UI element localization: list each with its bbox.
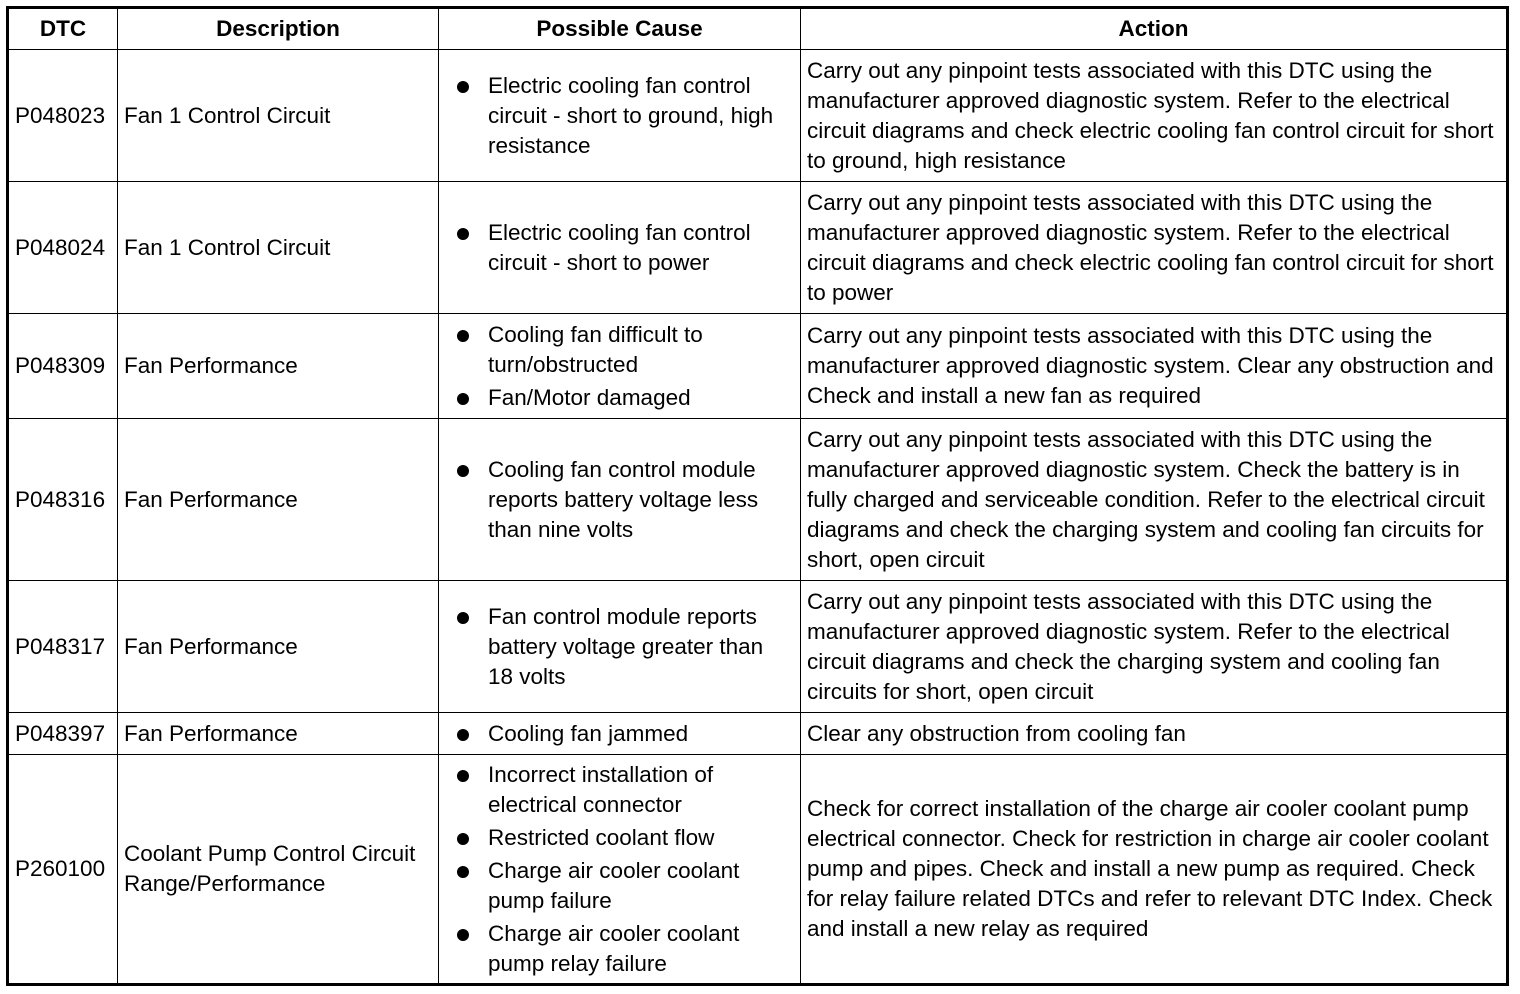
cause-list [439, 71, 794, 161]
dtc-action: Carry out any pinpoint tests associated with this DTC using the manufacturer approved diagnostic system. Check the battery is in fully charged and serviceable condition. Refer to the electrical circuit diagrams and check the charging system and cooling fan circuits for short, open circuit [801, 419, 1508, 581]
bullet-icon [457, 866, 469, 878]
bullet-icon [457, 81, 469, 93]
cause-text: Fan/Motor damaged [488, 384, 691, 410]
cause-list [439, 760, 794, 979]
cause-list [439, 218, 794, 278]
table-row [8, 755, 1508, 985]
possible-cause-cell [439, 419, 801, 581]
cause-list [439, 320, 794, 413]
header-dtc: DTC [8, 8, 118, 50]
cause-text: Charge air cooler coolant pump failure [488, 857, 740, 913]
cause-item [439, 455, 794, 545]
dtc-code: P048316 [8, 419, 118, 581]
cause-text: Charge air cooler coolant pump relay failure [488, 920, 740, 976]
table-row [8, 314, 1508, 419]
dtc-description: Fan 1 Control Circuit [118, 182, 439, 314]
dtc-code: P048309 [8, 314, 118, 419]
dtc-action: Carry out any pinpoint tests associated with this DTC using the manufacturer approved diagnostic system. Refer to the electrical circuit diagrams and check electric cooling fan control circuit for short to power [801, 182, 1508, 314]
possible-cause-cell [439, 50, 801, 182]
possible-cause-cell [439, 581, 801, 713]
cause-item [439, 218, 794, 278]
dtc-code: P260100 [8, 755, 118, 985]
possible-cause-cell [439, 755, 801, 985]
dtc-description: Fan Performance [118, 581, 439, 713]
cause-item [439, 823, 794, 853]
cause-text: Cooling fan difficult to turn/obstructed [488, 321, 703, 377]
table-row [8, 713, 1508, 755]
header-possible-cause: Possible Cause [439, 8, 801, 50]
dtc-table [6, 6, 1509, 986]
dtc-code: P048023 [8, 50, 118, 182]
bullet-icon [457, 833, 469, 845]
dtc-action: Check for correct installation of the charge air cooler coolant pump electrical connector. Check for restriction in charge air cooler coolant pump and pipes. Check and install a new pump as required. Check for relay failure related DTCs and refer to relevant DTC Index. Check and install a new relay as required [801, 755, 1508, 985]
bullet-icon [457, 929, 469, 941]
bullet-icon [457, 330, 469, 342]
cause-text: Fan control module reports battery voltage greater than 18 volts [488, 603, 764, 689]
bullet-icon [457, 612, 469, 624]
possible-cause-cell [439, 314, 801, 419]
cause-text: Electric cooling fan control circuit - short to power [488, 219, 751, 275]
table-row [8, 50, 1508, 182]
table-row [8, 182, 1508, 314]
dtc-action: Carry out any pinpoint tests associated with this DTC using the manufacturer approved diagnostic system. Refer to the electrical circuit diagrams and check the charging system and cooling fan circuits for short, open circuit [801, 581, 1508, 713]
bullet-icon [457, 729, 469, 741]
dtc-action: Carry out any pinpoint tests associated with this DTC using the manufacturer approved diagnostic system. Refer to the electrical circuit diagrams and check electric cooling fan control circuit for short to ground, high resistance [801, 50, 1508, 182]
cause-item [439, 856, 794, 916]
cause-text: Cooling fan jammed [488, 720, 689, 746]
table-row [8, 419, 1508, 581]
cause-text: Incorrect installation of electrical connector [488, 761, 714, 817]
dtc-description: Fan Performance [118, 713, 439, 755]
dtc-description: Fan Performance [118, 314, 439, 419]
possible-cause-cell [439, 182, 801, 314]
cause-item [439, 383, 794, 413]
cause-item [439, 760, 794, 820]
cause-item [439, 602, 794, 692]
cause-text: Cooling fan control module reports battery voltage less than nine volts [488, 456, 759, 542]
dtc-code: P048397 [8, 713, 118, 755]
dtc-action: Carry out any pinpoint tests associated with this DTC using the manufacturer approved diagnostic system. Clear any obstruction and Check and install a new fan as required [801, 314, 1508, 419]
possible-cause-cell [439, 713, 801, 755]
cause-item [439, 719, 794, 749]
bullet-icon [457, 393, 469, 405]
header-action: Action [801, 8, 1508, 50]
dtc-description: Fan 1 Control Circuit [118, 50, 439, 182]
bullet-icon [457, 770, 469, 782]
cause-text: Restricted coolant flow [488, 824, 715, 850]
cause-item [439, 320, 794, 380]
dtc-code: P048317 [8, 581, 118, 713]
cause-text: Electric cooling fan control circuit - short to ground, high resistance [488, 72, 774, 158]
dtc-description: Coolant Pump Control Circuit Range/Performance [118, 755, 439, 985]
bullet-icon [457, 465, 469, 477]
cause-item [439, 71, 794, 161]
dtc-description: Fan Performance [118, 419, 439, 581]
header-row [8, 8, 1508, 50]
cause-list [439, 719, 794, 749]
dtc-code: P048024 [8, 182, 118, 314]
table-row [8, 581, 1508, 713]
cause-item [439, 919, 794, 979]
cause-list [439, 602, 794, 692]
bullet-icon [457, 228, 469, 240]
cause-list [439, 455, 794, 545]
dtc-action: Clear any obstruction from cooling fan [801, 713, 1508, 755]
header-description: Description [118, 8, 439, 50]
